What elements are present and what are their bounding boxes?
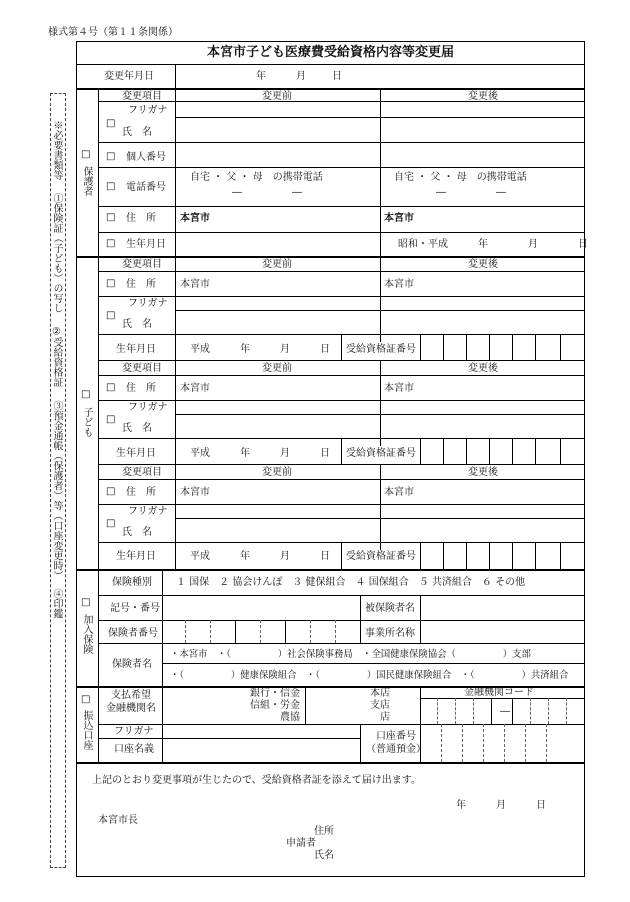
guardian-furigana-label: フリガナ	[128, 105, 168, 116]
child2-cert-label: 受給資格証番号	[346, 448, 416, 459]
child2-address-before: 本宮市	[180, 383, 210, 394]
bank-code-label: 金融機関コード	[464, 687, 534, 698]
guardian-address-after: 本宮市	[384, 213, 414, 224]
insurer-number-label: 保険者番号	[108, 628, 158, 639]
child2-address-checkbox[interactable]: □	[106, 382, 116, 393]
guardian-name-label: 氏 名	[122, 127, 152, 138]
bank-code-dash: ―	[500, 706, 510, 717]
change-date-month: 月	[296, 71, 306, 82]
child3-name-label: 氏 名	[122, 527, 152, 538]
side-note-5: ④印鑑	[51, 588, 62, 619]
insurance-checkbox[interactable]: □	[81, 597, 91, 608]
side-note-1: ※必要書類等	[51, 120, 62, 180]
guardian-header-after: 変更後	[468, 91, 498, 102]
side-note	[51, 120, 62, 619]
declaration-text: 上記のとおり変更事項が生じたので、受給資格者証を添えて届け出ます。	[92, 775, 421, 786]
child1-furigana-label: フリガナ	[128, 298, 168, 309]
child1-address-before: 本宮市	[180, 279, 210, 290]
child1-birth-before: 平成 年 月 日	[190, 344, 330, 355]
my-number-label: 個人番号	[126, 152, 166, 163]
symbol-number-label: 記号・番号	[110, 603, 160, 614]
guardian-checkbox[interactable]: □	[81, 149, 91, 160]
applicant-label: 申請者	[286, 838, 316, 849]
form-title: 本宮市子ども医療費受給資格内容等変更届	[206, 45, 454, 60]
my-number-checkbox[interactable]: □	[106, 151, 116, 162]
child3-address-before: 本宮市	[180, 487, 210, 498]
child3-header-item: 変更項目	[122, 467, 162, 478]
child3-birth-label: 生年月日	[116, 551, 156, 562]
phone-label: 電話番号	[126, 182, 166, 193]
child-checkbox[interactable]: □	[81, 389, 91, 400]
child3-name-checkbox[interactable]: □	[106, 518, 116, 529]
child2-birth-before: 平成 年 月 日	[190, 448, 330, 459]
child1-header-item: 変更項目	[122, 259, 162, 270]
child2-name-checkbox[interactable]: □	[106, 414, 116, 425]
guardian-address-label: 住 所	[126, 213, 156, 224]
bank-name-label: 支払希望 金融機関名	[106, 690, 156, 714]
guardian-birth-checkbox[interactable]: □	[106, 238, 116, 249]
child1-header-after: 変更後	[468, 259, 498, 270]
child2-header-item: 変更項目	[122, 363, 162, 374]
child1-birth-label: 生年月日	[116, 344, 156, 355]
account-furigana-label: フリガナ	[114, 726, 154, 737]
child1-header-before: 変更前	[262, 259, 292, 270]
child1-address-after: 本宮市	[384, 279, 414, 290]
change-date-year: 年	[256, 71, 266, 82]
account-section-label: 振込口座	[81, 710, 92, 750]
phone-after-options: 自宅 ・ 父 ・ 母 の携帯電話	[394, 172, 527, 183]
phone-checkbox[interactable]: □	[106, 181, 116, 192]
guardian-birth-after: 昭和・平成 年 月 日	[398, 239, 588, 250]
account-number-label: 口座番号 （普通預金）	[366, 731, 426, 755]
applicant-name-label: 氏名	[314, 850, 334, 861]
child3-cert-label: 受給資格証番号	[346, 551, 416, 562]
child1-address-checkbox[interactable]: □	[106, 278, 116, 289]
account-checkbox[interactable]: □	[81, 694, 91, 705]
insurer-options-row1: ・本宮市 ・（ ）社会保険事務局 ・全国健康保険協会（ ）支部	[170, 649, 531, 660]
applicant-address-label: 住所	[314, 826, 334, 837]
insurance-section-label: 加入保険	[81, 614, 92, 654]
child1-name-checkbox[interactable]: □	[106, 310, 116, 321]
office-name-label: 事業所名称	[365, 628, 415, 639]
form-number: 様式第４号（第１１条関係）	[48, 27, 178, 38]
bank-types: 銀行・信金 信組・労金 農協	[250, 688, 300, 723]
account-holder-label: 口座名義	[114, 744, 154, 755]
child2-furigana-label: フリガナ	[128, 402, 168, 413]
guardian-name-checkbox[interactable]: □	[106, 118, 116, 129]
insurer-options-row2: ・（ ）健康保険組合 ・（ ）国民健康保険組合 ・（ ）共済組合	[170, 670, 569, 681]
side-note-2: ①保険証（子ども）の写し	[51, 193, 62, 314]
guardian-address-before: 本宮市	[180, 213, 210, 224]
child3-birth-before: 平成 年 月 日	[190, 551, 330, 562]
sign-date: 年 月 日	[456, 800, 546, 811]
child2-name-label: 氏 名	[122, 423, 152, 434]
phone-before-dash: ― ―	[232, 187, 302, 198]
side-note-4: ③預金通帳（保護者）等（口座変更時）	[51, 400, 62, 576]
child3-address-after: 本宮市	[384, 487, 414, 498]
guardian-header-item: 変更項目	[122, 91, 162, 102]
child-section-label: 子ども	[81, 407, 92, 437]
insurer-name-label: 保険者名	[112, 659, 152, 670]
insured-name-label: 被保険者名	[365, 603, 415, 614]
guardian-address-checkbox[interactable]: □	[106, 212, 116, 223]
child2-birth-label: 生年月日	[116, 448, 156, 459]
child3-address-label: 住 所	[126, 487, 156, 498]
guardian-header-before: 変更前	[262, 91, 292, 102]
child1-name-label: 氏 名	[122, 319, 152, 330]
child1-address-label: 住 所	[126, 279, 156, 290]
child2-header-before: 変更前	[262, 363, 292, 374]
side-note-3: ②受給資格証	[51, 326, 62, 388]
phone-before-options: 自宅 ・ 父 ・ 母 の携帯電話	[190, 172, 323, 183]
child2-address-after: 本宮市	[384, 383, 414, 394]
insurance-type-label: 保険種別	[112, 577, 152, 588]
phone-after-dash: ― ―	[436, 187, 506, 198]
child2-header-after: 変更後	[468, 363, 498, 374]
change-date-label: 変更年月日	[104, 71, 154, 82]
insurance-types: １ 国保 ２ 協会けんぽ ３ 健保組合 ４ 国保組合 ５ 共済組合 ６ その他	[176, 577, 526, 588]
child1-cert-label: 受給資格証番号	[346, 344, 416, 355]
child2-address-label: 住 所	[126, 383, 156, 394]
guardian-section-label: 保護者	[81, 166, 92, 196]
addressee: 本宮市長	[98, 815, 138, 826]
child3-furigana-label: フリガナ	[128, 506, 168, 517]
guardian-birth-label: 生年月日	[126, 239, 166, 250]
change-date-day: 日	[332, 71, 342, 82]
child3-header-before: 変更前	[262, 467, 292, 478]
child3-address-checkbox[interactable]: □	[106, 486, 116, 497]
child3-header-after: 変更後	[468, 467, 498, 478]
branch-types: 本店 支店 店	[370, 688, 390, 723]
